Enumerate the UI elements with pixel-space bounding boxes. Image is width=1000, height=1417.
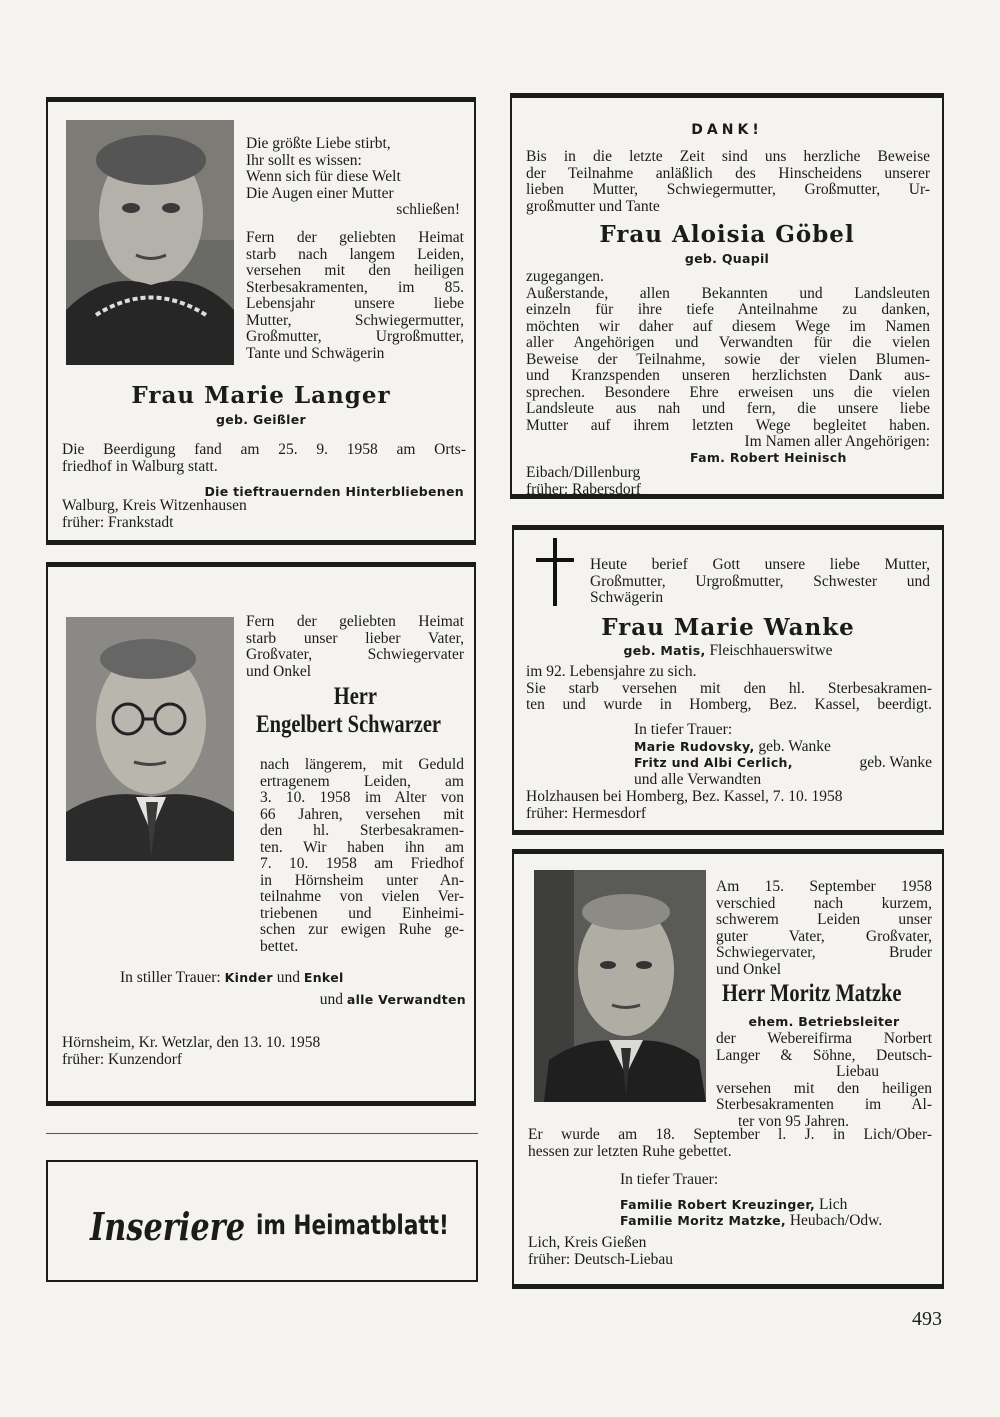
- portrait-elderly-man-glasses: [66, 617, 234, 861]
- mourners-line-2: [48, 992, 466, 1009]
- text-line: Er wurde am 18. September l. J. in Lich/Ober-: [528, 1126, 932, 1143]
- signature-name: Fam. Robert Heinisch: [690, 450, 847, 465]
- mourner-name: Marie Rudovsky,: [634, 738, 755, 754]
- place-line: Hörnsheim, Kr. Wetzlar, den 13. 10. 1958: [62, 1034, 321, 1051]
- portrait-photo: [66, 120, 234, 365]
- maiden-name: geb. Matis,: [623, 643, 706, 658]
- text-line: einzeln für ihre tiefe Anteilnahme zu danken,: [526, 301, 930, 318]
- text-line: Heute berief Gott unsere liebe Mutter,: [590, 556, 930, 573]
- text-line: Mutter auf ihrem letzten Wege begleitet haben.: [526, 416, 930, 434]
- occupation: ehem. Betriebsleiter: [748, 1014, 900, 1029]
- funeral-line: Die Beerdigung fand am 25. 9. 1958 am Orts-: [62, 441, 466, 458]
- text-line: Fern der geliebten Heimat: [246, 229, 464, 246]
- text-line: ten und wurde in Homberg, Bez. Kassel, beerdigt.: [526, 696, 932, 713]
- place-line: früher: Frankstadt: [62, 513, 174, 531]
- mourners: Die tieftrauernden Hinterbliebenen: [204, 484, 464, 499]
- mourner-name: Familie Moritz Matzke,: [620, 1213, 786, 1228]
- text-line: im 92. Lebensjahre zu sich.: [526, 663, 697, 680]
- text-line: 66 Jahren, versehen mit: [260, 805, 464, 823]
- text-line: und Kranzspenden unseren herzlichsten Dank aus-: [526, 367, 930, 384]
- text-line: starb unser lieber Vater,: [246, 629, 464, 647]
- text-line: Außerstande, allen Bekannten und Landsleuten: [526, 284, 930, 302]
- text-line: ten. Wir haben ihn am: [260, 838, 464, 856]
- text-line: lieben Mutter, Schwiegermutter, Großmutter, Ur-: [526, 181, 930, 198]
- text-line: Sterbesakramenten im Al-: [716, 1096, 932, 1113]
- text-line: Am 15. September 1958: [716, 878, 932, 895]
- text-line: teilnahme von vielen Ver-: [260, 888, 464, 905]
- occupation: Fleischhauerswitwe: [709, 642, 833, 659]
- obituary-marie-wanke: [512, 525, 944, 835]
- poem-line: Die Augen einer Mutter: [246, 184, 394, 202]
- conjunction: und: [276, 969, 301, 986]
- maiden-name-line: [514, 643, 942, 660]
- text-line: 7. 10. 1958 am Friedhof: [260, 855, 464, 872]
- poem-line: Ihr sollt es wissen:: [246, 151, 362, 169]
- text-line: Fern der geliebten Heimat: [246, 613, 464, 630]
- deceased-name: Frau Marie Langer: [131, 382, 391, 409]
- text-line: schen zur ewigen Ruhe ge-: [260, 921, 464, 938]
- mourner-place: Heubach/Odw.: [789, 1212, 883, 1229]
- text-line: Tante und Schwägerin: [246, 344, 385, 362]
- deceased-name: Herr Moritz Matzke: [722, 980, 902, 1007]
- place-line: Eibach/Dillenburg: [526, 464, 641, 481]
- text-line: Großmutter, Urgroßmutter,: [246, 328, 464, 345]
- ad-slogan-script: Inseriere: [90, 1204, 246, 1249]
- mourner-name: Fritz und Albi Cerlich,: [634, 755, 793, 770]
- portrait-elderly-man: [534, 870, 706, 1102]
- mourners-intro: In tiefer Trauer:: [634, 721, 733, 738]
- mourner-note: geb. Wanke: [758, 737, 831, 755]
- text-line: Beweise der Teilnahme, sowie der vielen Blumen-: [526, 350, 930, 368]
- portrait-photo: [534, 870, 706, 1102]
- text-line: sprechen. Besondere Ehre erweisen uns die vielen: [526, 383, 930, 401]
- mourner-line: [634, 755, 932, 772]
- mourner-relatives: alle Verwandten: [346, 992, 466, 1007]
- poem-line: schließen!: [396, 201, 460, 218]
- text-line: Mutter, Schwiegermutter,: [246, 311, 464, 329]
- text-line: hessen zur letzten Ruhe gebettet.: [528, 1142, 732, 1160]
- poem-line: Die größte Liebe stirbt,: [246, 135, 391, 152]
- heading: DANK!: [691, 122, 763, 138]
- text-line: großmutter und Tante: [526, 197, 660, 215]
- text-line: den hl. Sterbesakramen-: [260, 822, 464, 839]
- mourner-line: [620, 1197, 932, 1214]
- obituary-moritz-matzke: [512, 849, 944, 1289]
- text-line: der Teilnahme anläßlich des Hinscheidens unserer: [526, 164, 930, 182]
- mourner-place: Lich: [818, 1195, 848, 1213]
- text-line: Lebensjahr unsere liebe: [246, 295, 464, 312]
- text-line: ertragenem Leiden, am: [260, 772, 464, 790]
- conjunction: und: [319, 991, 343, 1008]
- text-line: und Onkel: [246, 662, 312, 680]
- text-line: Schwiegervater, Bruder: [716, 944, 932, 961]
- poem-line: Wenn sich für diese Welt: [246, 168, 401, 185]
- deceased-name: Frau Aloisia Göbel: [599, 221, 855, 248]
- obituary-marie-langer: [46, 97, 476, 545]
- text-line: schwerem Leiden unser: [716, 911, 932, 928]
- mourner-line: [634, 739, 932, 756]
- page-number: 493: [912, 1308, 942, 1330]
- place-line: Holzhausen bei Homberg, Bez. Kassel, 7. 10. 1958: [526, 788, 843, 805]
- text-line: starb nach langem Leiden,: [246, 245, 464, 263]
- place-line: Lich, Kreis Gießen: [528, 1234, 647, 1251]
- divider: [46, 1133, 478, 1134]
- mourner-grandchildren: Enkel: [303, 970, 344, 985]
- text-line: triebenen und Einheimi-: [260, 904, 464, 922]
- mourner-line: [620, 1213, 932, 1230]
- cross-icon: [536, 538, 576, 606]
- funeral-line: friedhof in Walburg statt.: [62, 457, 218, 475]
- text-line: guter Vater, Großvater,: [716, 927, 932, 945]
- text-line: ter von 95 Jahren.: [738, 1112, 850, 1130]
- deceased-title: Herr: [333, 683, 377, 710]
- place-line: früher: Rabersdorf: [526, 480, 641, 498]
- text-line: verschied nach kurzem,: [716, 894, 932, 912]
- portrait-elderly-woman: [66, 120, 234, 365]
- obituary-engelbert-schwarzer: [46, 562, 476, 1106]
- text-line: Langer & Söhne, Deutsch-: [716, 1046, 932, 1064]
- text-line: bettet.: [260, 937, 299, 955]
- text-line: und Onkel: [716, 960, 782, 978]
- signature-intro: Im Namen aller Angehörigen:: [744, 433, 930, 450]
- text-line: versehen mit den heiligen: [246, 262, 464, 279]
- advertisement-box: [46, 1160, 478, 1282]
- maiden-name: geb. Geißler: [215, 412, 306, 427]
- text-line: der Webereifirma Norbert: [716, 1030, 932, 1047]
- text-line: Sie starb versehen mit den hl. Sterbesakramen-: [526, 679, 932, 697]
- text-line: Großmutter, Urgroßmutter, Schwester und: [590, 572, 930, 590]
- text-line: in Hörnsheim unter An-: [260, 871, 464, 889]
- mourner-children: Kinder: [224, 970, 273, 985]
- place-line: Walburg, Kreis Witzenhausen: [62, 497, 247, 514]
- ad-slogan: im Heimatblatt!: [256, 1210, 449, 1241]
- text-line: nach längerem, mit Geduld: [260, 756, 464, 773]
- place-line: früher: Deutsch-Liebau: [528, 1250, 674, 1268]
- text-line: Landsleute aus nah und fern, die unsere liebe: [526, 400, 930, 417]
- text-line: möchten wir daher auf diesem Wege im Namen: [526, 317, 930, 335]
- deceased-name: Frau Marie Wanke: [601, 614, 855, 641]
- mourners-line-1: [120, 970, 344, 987]
- text-line: Sterbesakramenten, im 85.: [246, 278, 464, 296]
- place-line: früher: Hermesdorf: [526, 804, 647, 822]
- thanks-aloisia-goebel: [510, 93, 944, 499]
- portrait-photo: [66, 617, 234, 861]
- text-line: Schwägerin: [590, 589, 664, 606]
- mourners-intro: In tiefer Trauer:: [620, 1171, 719, 1188]
- text-line: Liebau: [836, 1063, 880, 1080]
- text-line: aller Angehörigen und Verwandten für die vielen: [526, 334, 930, 351]
- text-line: zugegangen.: [526, 268, 604, 285]
- mourner-name: Familie Robert Kreuzinger,: [620, 1196, 816, 1212]
- text-line: 3. 10. 1958 im Alter von: [260, 789, 464, 806]
- mourners-intro: In stiller Trauer:: [120, 969, 221, 986]
- mourner-relatives: und alle Verwandten: [634, 770, 762, 788]
- maiden-name: geb. Quapil: [684, 251, 770, 266]
- text-line: Bis in die letzte Zeit sind uns herzliche Beweise: [526, 148, 930, 165]
- mourner-note: geb. Wanke: [859, 754, 932, 771]
- text-line: Großvater, Schwiegervater: [246, 646, 464, 663]
- place-line: früher: Kunzendorf: [62, 1050, 183, 1068]
- deceased-name: Engelbert Schwarzer: [256, 711, 442, 738]
- text-line: versehen mit den heiligen: [716, 1079, 932, 1097]
